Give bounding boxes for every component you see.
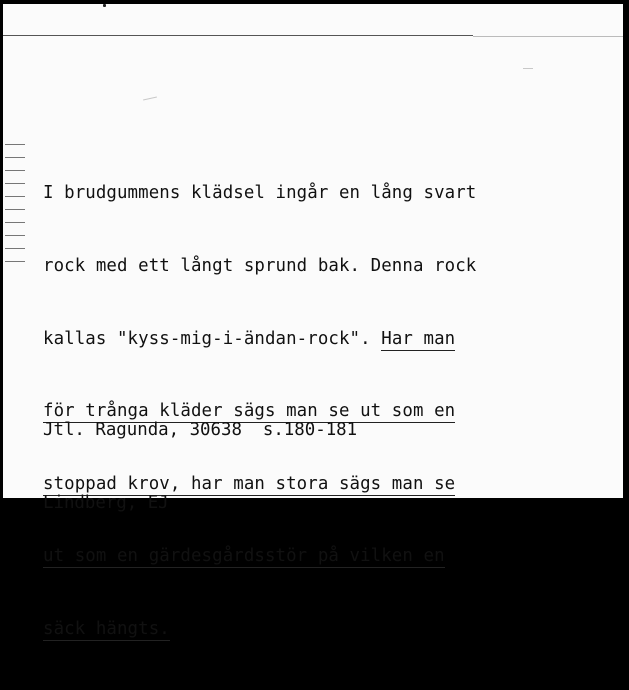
archive-reference <box>43 370 357 564</box>
margin-tick <box>5 170 25 171</box>
margin-tick <box>5 157 25 158</box>
reference-location: Jtl. Ragunda, 30638 s.180-181 <box>43 420 358 441</box>
index-card <box>3 4 623 639</box>
underlined-text: för trånga kläder sägs man se ut som en <box>43 401 456 422</box>
faint-mark <box>143 97 157 101</box>
underlined-text: stoppad krov, har man stora sägs man se <box>43 473 456 494</box>
margin-tick <box>5 248 25 249</box>
faint-mark <box>523 68 533 69</box>
margin-tick <box>5 209 25 210</box>
ink-speck <box>103 4 106 7</box>
card-header-rule <box>3 35 473 36</box>
text-line <box>43 327 476 351</box>
text-line <box>43 617 476 641</box>
margin-tick <box>5 261 25 262</box>
margin-tick <box>5 144 25 145</box>
underlined-text: Har man <box>381 328 456 349</box>
card-header-rule-faint <box>473 36 623 37</box>
underlined-text: ut som en gärdesgårdsstör på vilken en <box>43 546 445 567</box>
margin-ticks <box>5 144 25 274</box>
reference-recorder: Lindberg, EJ <box>43 493 169 514</box>
text-line-start: kallas "kyss-mig-i-ändan-rock". <box>43 328 382 349</box>
margin-tick <box>5 235 25 236</box>
underlined-text: säck hängts. <box>43 618 170 639</box>
text-line: rock med ett långt sprund bak. Denna rock <box>43 256 477 276</box>
margin-tick <box>5 222 25 223</box>
text-line: I brudgummens klädsel ingår en lång svart <box>43 183 477 204</box>
margin-tick <box>5 183 25 184</box>
margin-tick <box>5 196 25 197</box>
